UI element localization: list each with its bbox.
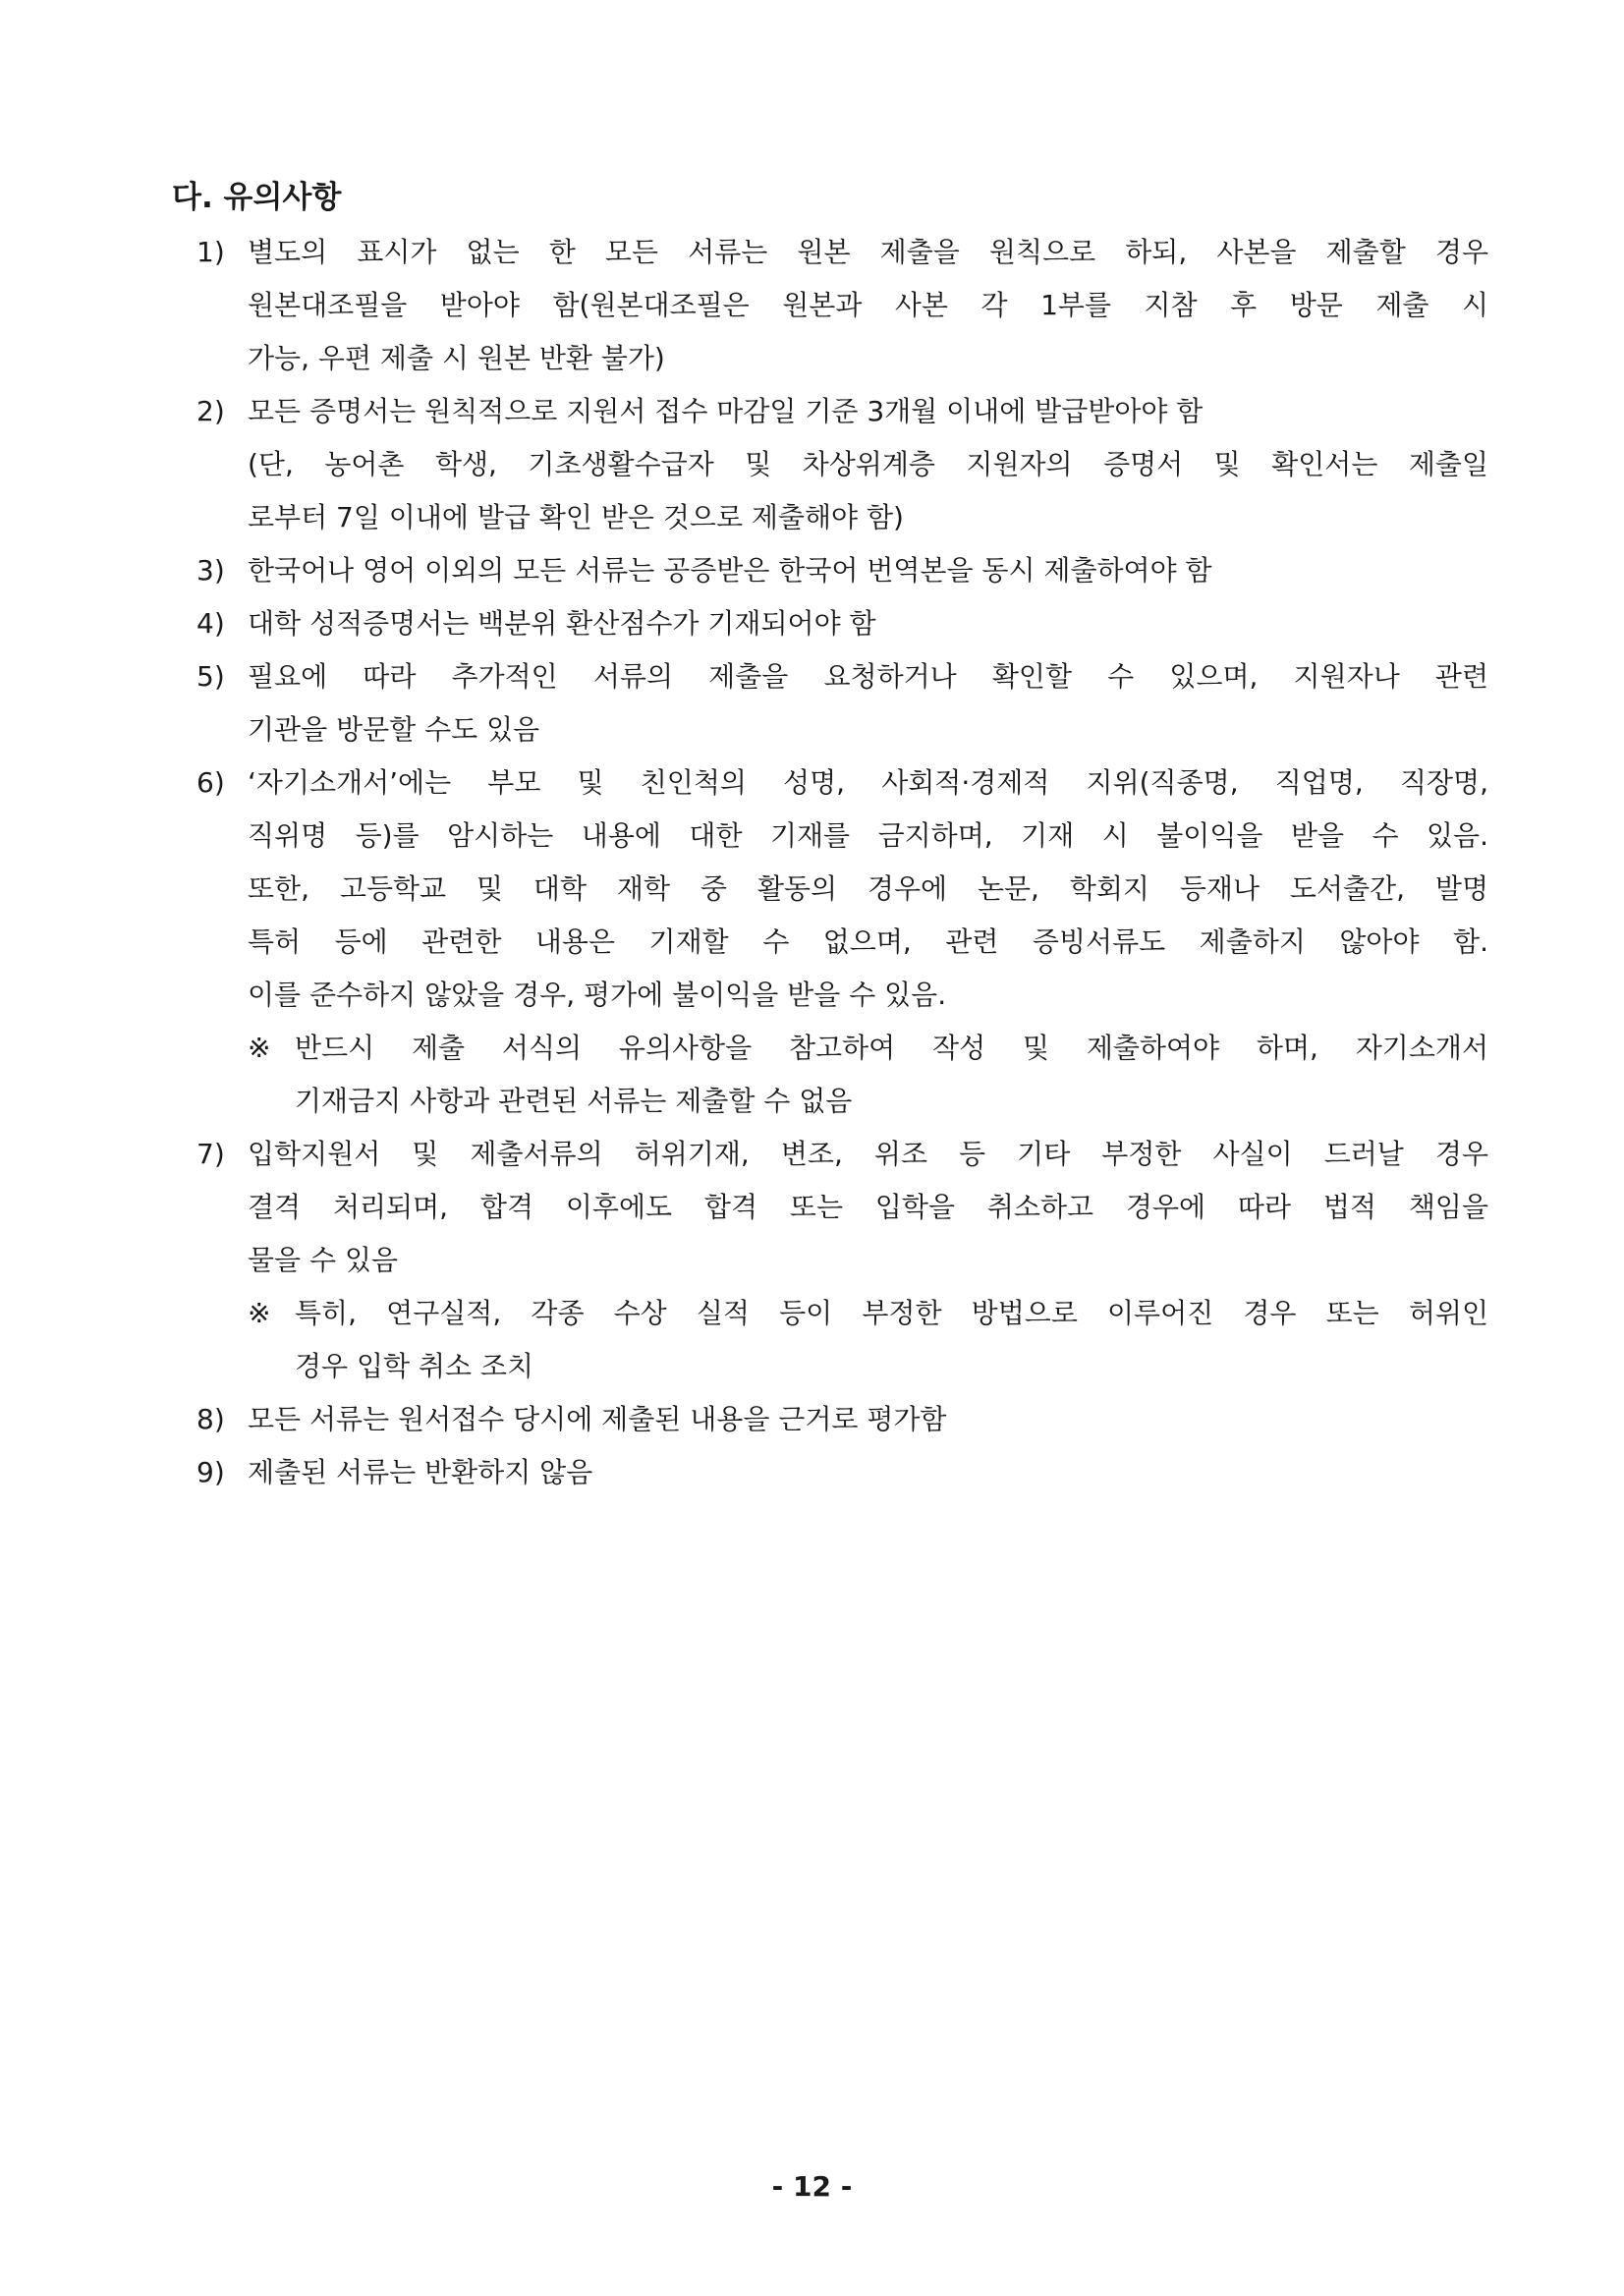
reference-mark: ※ [248, 1032, 271, 1064]
item-line: 또한, 고등학교 및 대학 재학 중 활동의 경우에 논문, 학회지 등재나 도서출간, 발명 [248, 872, 1488, 905]
notice-item-3 [196, 544, 1488, 597]
note-line: 특히, 연구실적, 각종 수상 실적 등이 부정한 방법으로 이루어진 경우 또는 허위인 [295, 1297, 1488, 1329]
reference-mark: ※ [248, 1297, 271, 1329]
item-note [248, 1022, 1488, 1128]
item-line: 모든 증명서는 원칙적으로 지원서 접수 마감일 기준 3개월 이내에 발급받아야 함 [248, 395, 1204, 427]
item-line: 가능, 우편 제출 시 원본 반환 불가) [248, 342, 665, 374]
item-line: 모든 서류는 원서접수 당시에 제출된 내용을 근거로 평가함 [248, 1403, 947, 1435]
item-line: 결격 처리되며, 합격 이후에도 합격 또는 입학을 취소하고 경우에 따라 법적 책임을 [248, 1191, 1488, 1223]
item-line: 물을 수 있음 [248, 1244, 399, 1276]
item-line: 별도의 표시가 없는 한 모든 서류는 원본 제출을 원칙으로 하되, 사본을 제출할 경우 [248, 236, 1488, 268]
item-line: 기관을 방문할 수도 있음 [248, 713, 540, 746]
item-line: 로부터 7일 이내에 발급 확인 받은 것으로 제출해야 함) [248, 501, 904, 533]
note-line: 반드시 제출 서식의 유의사항을 참고하여 작성 및 제출하여야 하며, 자기소개서 [295, 1032, 1488, 1064]
item-line: 한국어나 영어 이외의 모든 서류는 공증받은 한국어 번역본을 동시 제출하여야 함 [248, 554, 1212, 587]
item-line: 특허 등에 관련한 내용은 기재할 수 없으며, 관련 증빙서류도 제출하지 않아야 함. [248, 925, 1488, 958]
notice-item-1 [196, 226, 1488, 385]
notice-item-5 [196, 650, 1488, 756]
item-line: 원본대조필을 받아야 함(원본대조필은 원본과 사본 각 1부를 지참 후 방문 제출 시 [248, 289, 1488, 321]
item-number: 4) [196, 607, 225, 640]
item-line: (단, 농어촌 학생, 기초생활수급자 및 차상위계층 지원자의 증명서 및 확인서는 제출일 [248, 448, 1488, 480]
item-number: 9) [196, 1456, 225, 1488]
item-number: 1) [196, 236, 225, 268]
item-note [248, 1287, 1488, 1393]
item-line: 필요에 따라 추가적인 서류의 제출을 요청하거나 확인할 수 있으며, 지원자나 관련 [248, 660, 1488, 693]
note-line: 경우 입학 취소 조치 [295, 1350, 534, 1382]
notice-item-2 [196, 385, 1488, 544]
item-number: 2) [196, 395, 225, 427]
item-number: 5) [196, 660, 225, 693]
section-heading: 다. 유의사항 [172, 180, 342, 215]
item-line: 대학 성적증명서는 백분위 환산점수가 기재되어야 함 [248, 607, 876, 640]
item-number: 8) [196, 1403, 225, 1435]
note-line: 기재금지 사항과 관련된 서류는 제출할 수 없음 [295, 1085, 853, 1117]
item-number: 6) [196, 766, 225, 799]
item-line: ‘자기소개서’에는 부모 및 친인척의 성명, 사회적·경제적 지위(직종명, 직업명, 직장명, [248, 766, 1488, 799]
item-line: 입학지원서 및 제출서류의 허위기재, 변조, 위조 등 기타 부정한 사실이 드러날 경우 [248, 1138, 1488, 1170]
notice-item-4 [196, 597, 1488, 650]
item-line: 직위명 등)를 암시하는 내용에 대한 기재를 금지하며, 기재 시 불이익을 받을 수 있음. [248, 819, 1488, 852]
notice-list [196, 226, 1488, 1499]
item-number: 7) [196, 1138, 225, 1170]
notice-item-9 [196, 1446, 1488, 1499]
notice-item-8 [196, 1393, 1488, 1446]
page-number: - 12 - [771, 2170, 853, 2203]
notice-item-6 [196, 756, 1488, 1128]
item-line: 이를 준수하지 않았을 경우, 평가에 불이익을 받을 수 있음. [248, 979, 947, 1011]
item-line: 제출된 서류는 반환하지 않음 [248, 1456, 593, 1488]
notice-item-7 [196, 1128, 1488, 1393]
item-number: 3) [196, 554, 225, 587]
